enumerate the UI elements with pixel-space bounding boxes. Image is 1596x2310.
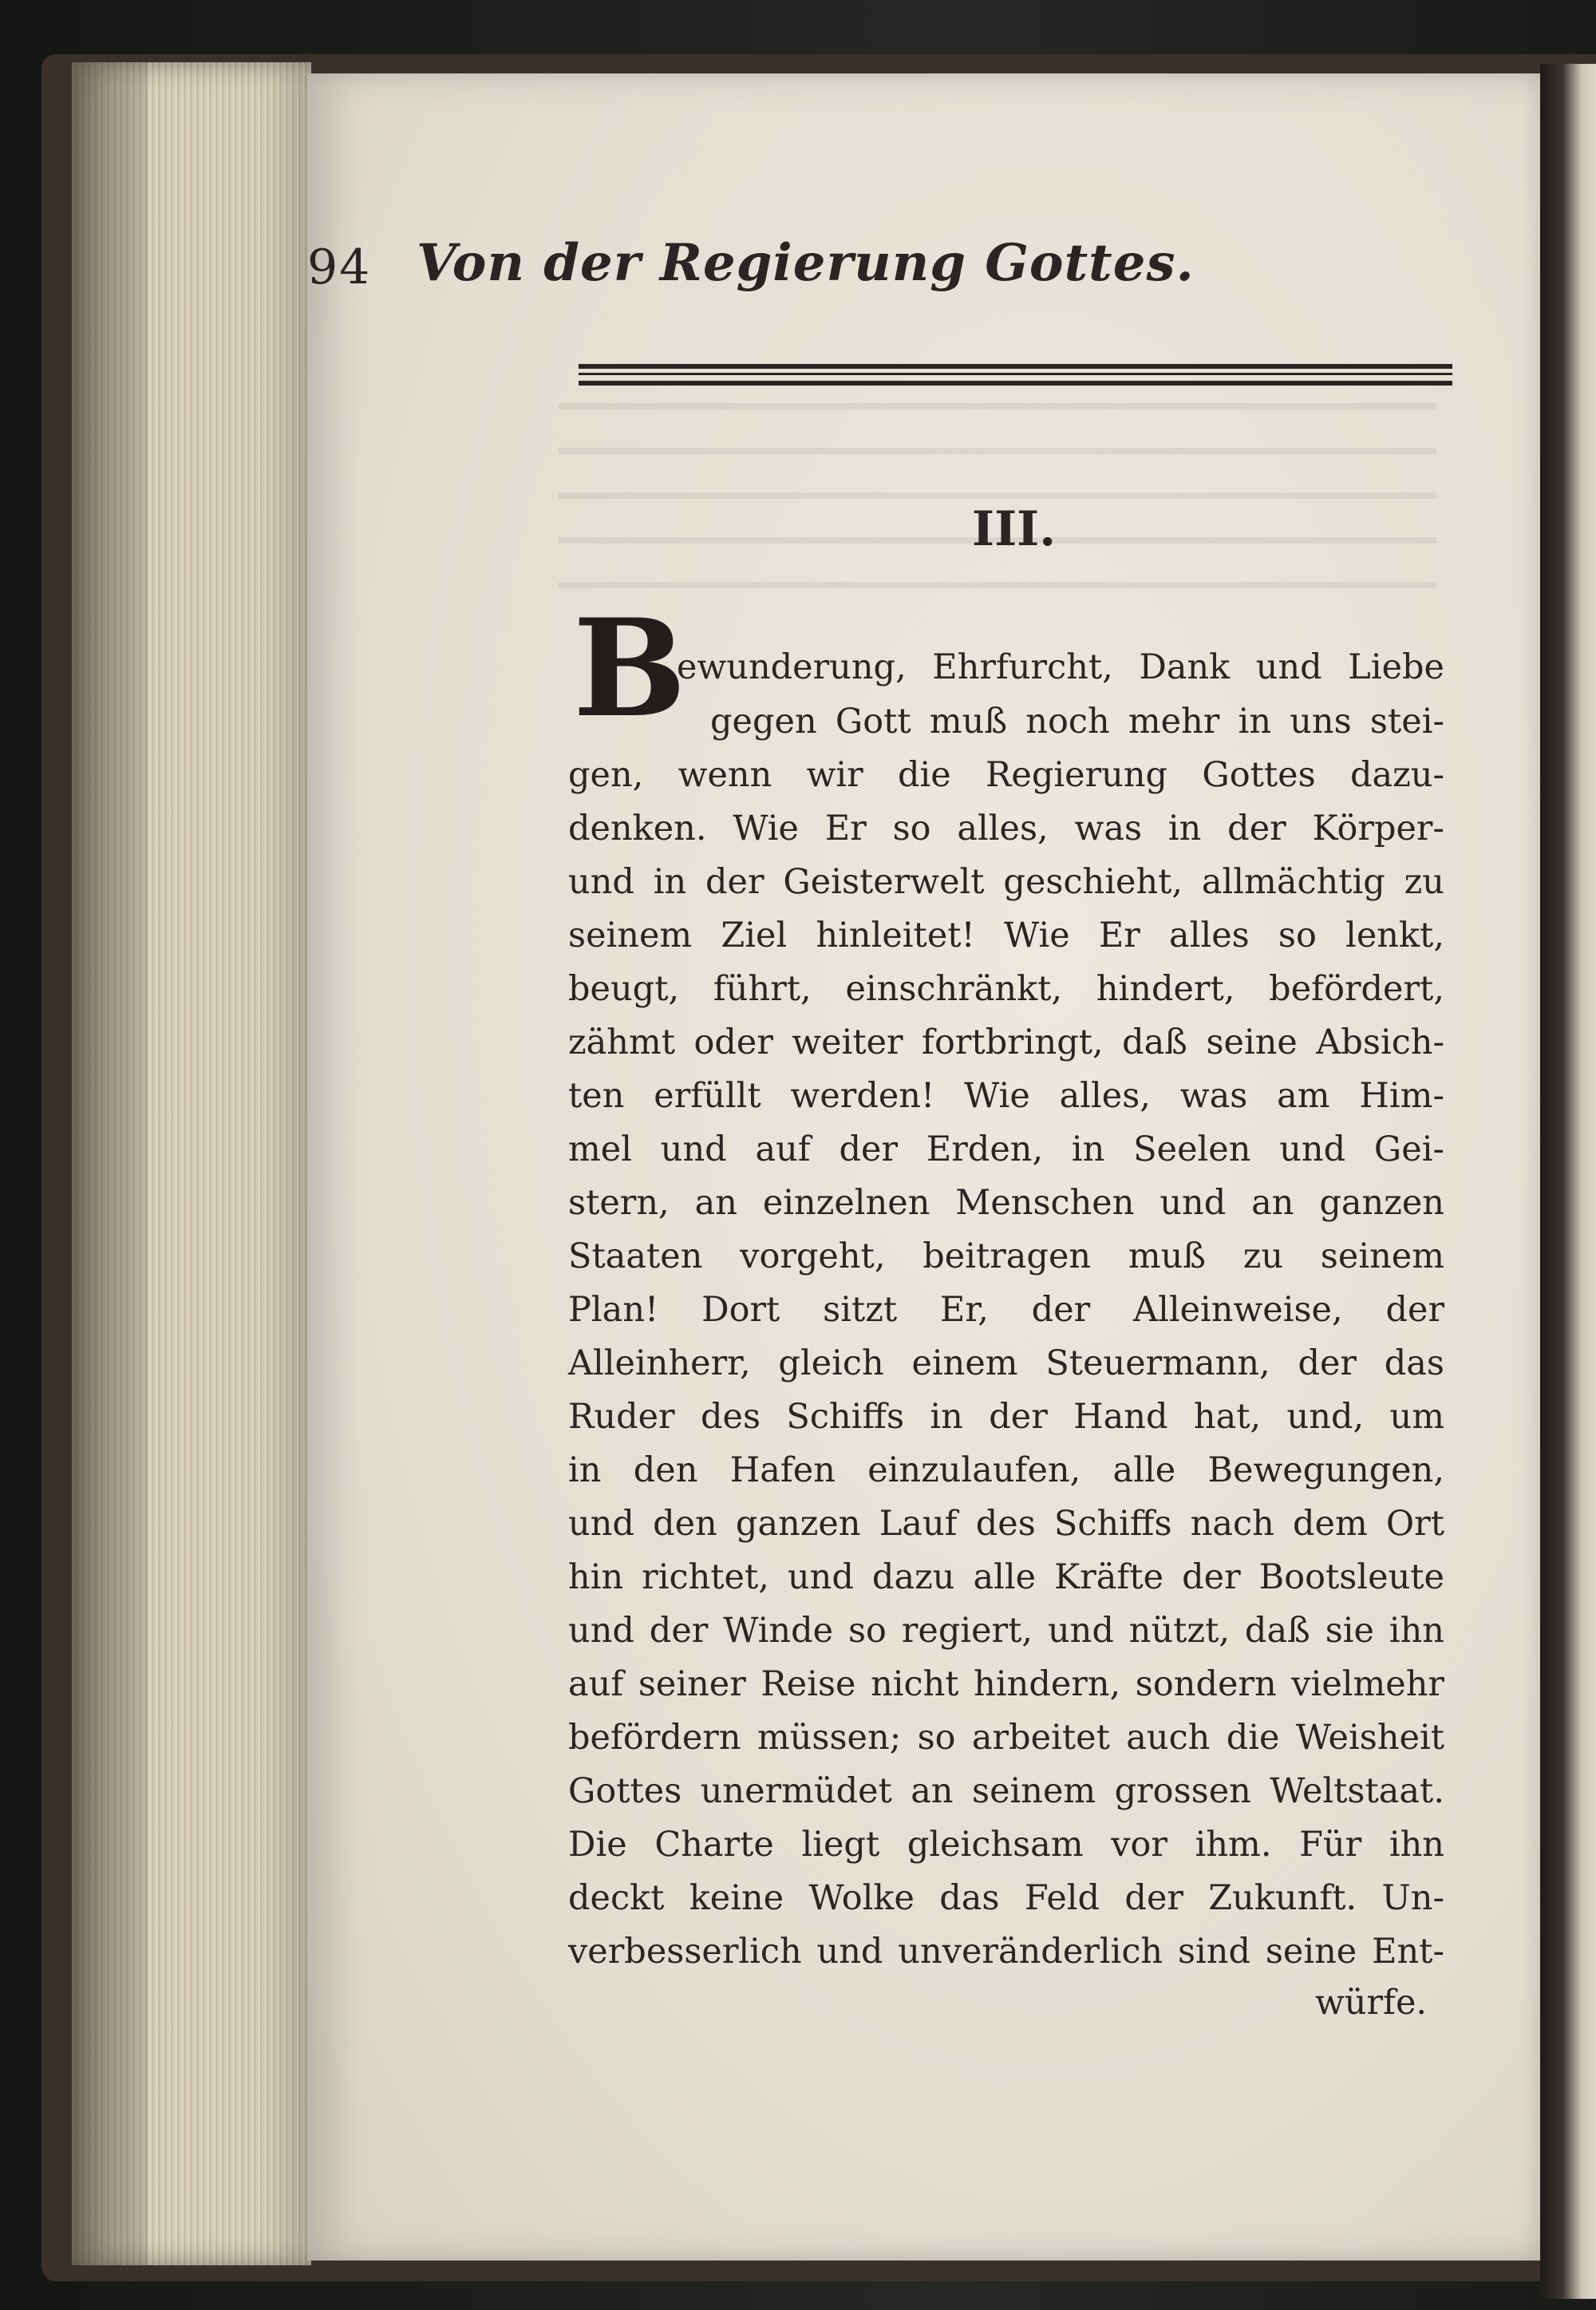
text-line: und in der Geisterwelt geschieht, allmächtig zu [568,862,1444,902]
header-rule-bottom [579,381,1452,386]
text-line: ten erfüllt werden! Wie alles, was am Him- [568,1076,1444,1116]
running-head-title: Von der Regierung Gottes. [417,233,1195,293]
text-line: in den Hafen einzulaufen, alle Bewegungen, [568,1450,1444,1490]
page-edges-shadow [72,62,148,2265]
text-line: Alleinherr, gleich einem Steuermann, der das [568,1343,1444,1383]
page-number: 94 [307,239,372,295]
text-line: mel und auf der Erden, in Seelen und Gei- [568,1129,1444,1169]
section-number: III. [972,501,1057,557]
text-line: seinem Ziel hinleitet! Wie Er alles so lenkt, [568,916,1444,955]
text-line: ewunderung, Ehrfurcht, Dank und Liebe [677,647,1444,687]
text-line: Die Charte liegt gleichsam vor ihm. Für ihn [568,1825,1444,1865]
text-line: verbesserlich und unveränderlich sind seine Ent- [568,1932,1444,1972]
text-line: Gottes unermüdet an seinem grossen Weltstaat. [568,1771,1444,1811]
text-line: deckt keine Wolke das Feld der Zukunft. Un- [568,1878,1444,1918]
text-line: denken. Wie Er so alles, was in der Körper- [568,809,1444,848]
text-line: gen, wenn wir die Regierung Gottes dazu- [568,755,1444,795]
header-rule-middle [579,373,1452,375]
text-line: zähmt oder weiter fortbringt, daß seine Absich- [568,1022,1444,1062]
text-line: stern, an einzelnen Menschen und an ganzen [568,1183,1444,1223]
drop-cap: B [573,589,686,747]
text-line: gegen Gott muß noch mehr in uns stei- [710,702,1444,742]
text-line: und der Winde so regiert, und nützt, daß sie ihn [568,1611,1444,1651]
facing-page-edge [1540,64,1596,2299]
text-line: hin richtet, und dazu alle Kräfte der Bootsleute [568,1557,1444,1597]
text-line: auf seiner Reise nicht hindern, sondern vielmehr [568,1664,1444,1704]
text-line: befördern müssen; so arbeitet auch die Weisheit [568,1718,1444,1758]
text-line: beugt, führt, einschränkt, hindert, befördert, [568,969,1444,1009]
text-line: Ruder des Schiffs in der Hand hat, und, um [568,1397,1444,1437]
header-rule-top [579,364,1452,369]
text-line: und den ganzen Lauf des Schiffs nach dem Ort [568,1504,1444,1544]
text-line: Plan! Dort sitzt Er, der Alleinweise, der [568,1290,1444,1330]
text-line: Staaten vorgeht, beitragen muß zu seinem [568,1236,1444,1276]
catchword: würfe. [1315,1983,1428,2023]
